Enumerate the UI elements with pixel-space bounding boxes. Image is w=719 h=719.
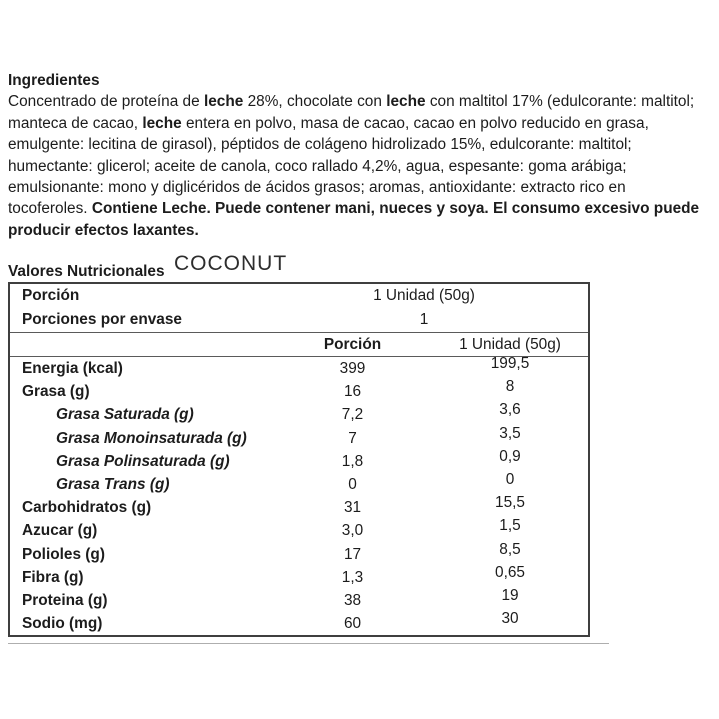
unidad-value: 1,5 — [499, 517, 521, 535]
ingredients-section — [8, 70, 716, 241]
ingredients-bold-text: leche — [386, 93, 426, 111]
nutrition-table — [8, 282, 590, 637]
coconut-flavor-label: COCONUT — [174, 252, 288, 275]
porcion-value: 3,0 — [341, 522, 364, 540]
serving-row — [10, 284, 588, 308]
porcion-value: 31 — [343, 499, 362, 517]
column-header-unidad: 1 Unidad (50g) — [459, 336, 561, 353]
nutrition-table-body — [10, 357, 588, 635]
ingredients-bold-text: leche — [203, 93, 244, 111]
serving-section — [10, 284, 588, 333]
ingredients-lines — [8, 91, 716, 241]
serving-row-value: 1 Unidad (50g) — [373, 287, 475, 304]
porcion-value: 60 — [343, 615, 362, 633]
ingredients-line — [8, 91, 716, 112]
ingredients-text: Concentrado de proteína de — [8, 93, 204, 111]
unidad-value: 19 — [501, 586, 519, 604]
unidad-value: 199,5 — [490, 355, 530, 372]
unidad-value: 8 — [505, 378, 515, 396]
ingredients-bold-text: leche — [142, 114, 182, 132]
porcion-value: 38 — [343, 591, 362, 609]
table-row — [10, 447, 588, 473]
ingredients-bold-text: Contiene Leche. Puede contener mani, nueces y soya. El consumo excesivo puede — [91, 200, 700, 218]
serving-row-value: 1 — [419, 311, 429, 328]
ingredients-heading: Ingredientes — [8, 72, 100, 89]
porcion-value: 7,2 — [341, 406, 364, 424]
porcion-value: 7 — [348, 429, 357, 447]
row-label: Grasa Monoinsaturada (g) — [56, 429, 247, 447]
ingredients-line — [8, 156, 716, 177]
row-label: Grasa Saturada (g) — [56, 406, 194, 424]
ingredients-line — [8, 113, 716, 134]
ingredients-line — [8, 198, 716, 219]
unidad-value: 3,6 — [499, 401, 521, 419]
unidad-value: 3,5 — [499, 424, 521, 442]
row-label: Fibra (g) — [22, 568, 84, 586]
bottom-divider — [8, 643, 609, 644]
valores-nutricionales-title: Valores Nutricionales — [8, 263, 165, 280]
porcion-value: 17 — [343, 545, 362, 563]
row-label: Energia (kcal) — [22, 360, 123, 377]
unidad-value: 0,65 — [495, 563, 525, 581]
row-label: Azucar (g) — [22, 522, 98, 540]
ingredients-line — [8, 177, 716, 198]
serving-row-label: Porciones por envase — [22, 311, 182, 328]
ingredients-text: 28%, chocolate con — [243, 93, 387, 111]
unidad-value: 8,5 — [499, 540, 521, 558]
ingredients-line — [8, 220, 716, 241]
ingredients-text: humectante: glicerol; aceite de canola, coco rallado 4,2%, agua, espesante: goma arábiga; — [8, 157, 627, 175]
row-label: Proteina (g) — [22, 591, 108, 609]
serving-row — [10, 308, 588, 332]
ingredients-text: emulgente: lecitina de girasol), péptidos de colágeno hidrolizado 15%, edulcorante: maltitol; — [8, 136, 632, 154]
row-label: Carbohidratos (g) — [22, 499, 152, 517]
porcion-value: 1,3 — [341, 568, 364, 586]
row-label: Grasa Polinsaturada (g) — [56, 452, 230, 470]
ingredients-text: entera en polvo, masa de cacao, cacao en polvo reducido en grasa, — [181, 114, 649, 132]
column-header-porcion: Porción — [323, 336, 382, 353]
column-header-blank — [10, 333, 260, 356]
ingredients-text: con maltitol 17% (edulcorante: maltitol; — [425, 93, 695, 111]
row-label: Grasa (g) — [22, 383, 90, 401]
porcion-value: 1,8 — [341, 452, 364, 470]
row-label: Grasa Trans (g) — [56, 475, 170, 493]
row-label: Sodio (mg) — [22, 615, 103, 633]
porcion-value: 399 — [339, 360, 366, 377]
ingredients-bold-text: producir efectos laxantes. — [8, 221, 199, 239]
row-label: Polioles (g) — [22, 545, 105, 563]
table-row — [10, 357, 588, 380]
ingredients-text: emulsionante: mono y diglicéridos de ácidos grasos; aromas, antioxidante: extracto rico en — [8, 179, 626, 197]
ingredients-line — [8, 134, 716, 155]
table-row — [10, 612, 588, 635]
porcion-value: 0 — [348, 475, 357, 493]
unidad-value: 15,5 — [495, 494, 525, 512]
unidad-value: 0,9 — [499, 447, 521, 465]
unidad-value: 0 — [505, 470, 515, 488]
ingredients-text: tocoferoles. — [8, 200, 92, 218]
unidad-value: 30 — [501, 610, 519, 628]
porcion-value: 16 — [343, 383, 362, 401]
serving-row-label: Porción — [22, 287, 80, 304]
ingredients-text: manteca de cacao, — [8, 114, 143, 132]
